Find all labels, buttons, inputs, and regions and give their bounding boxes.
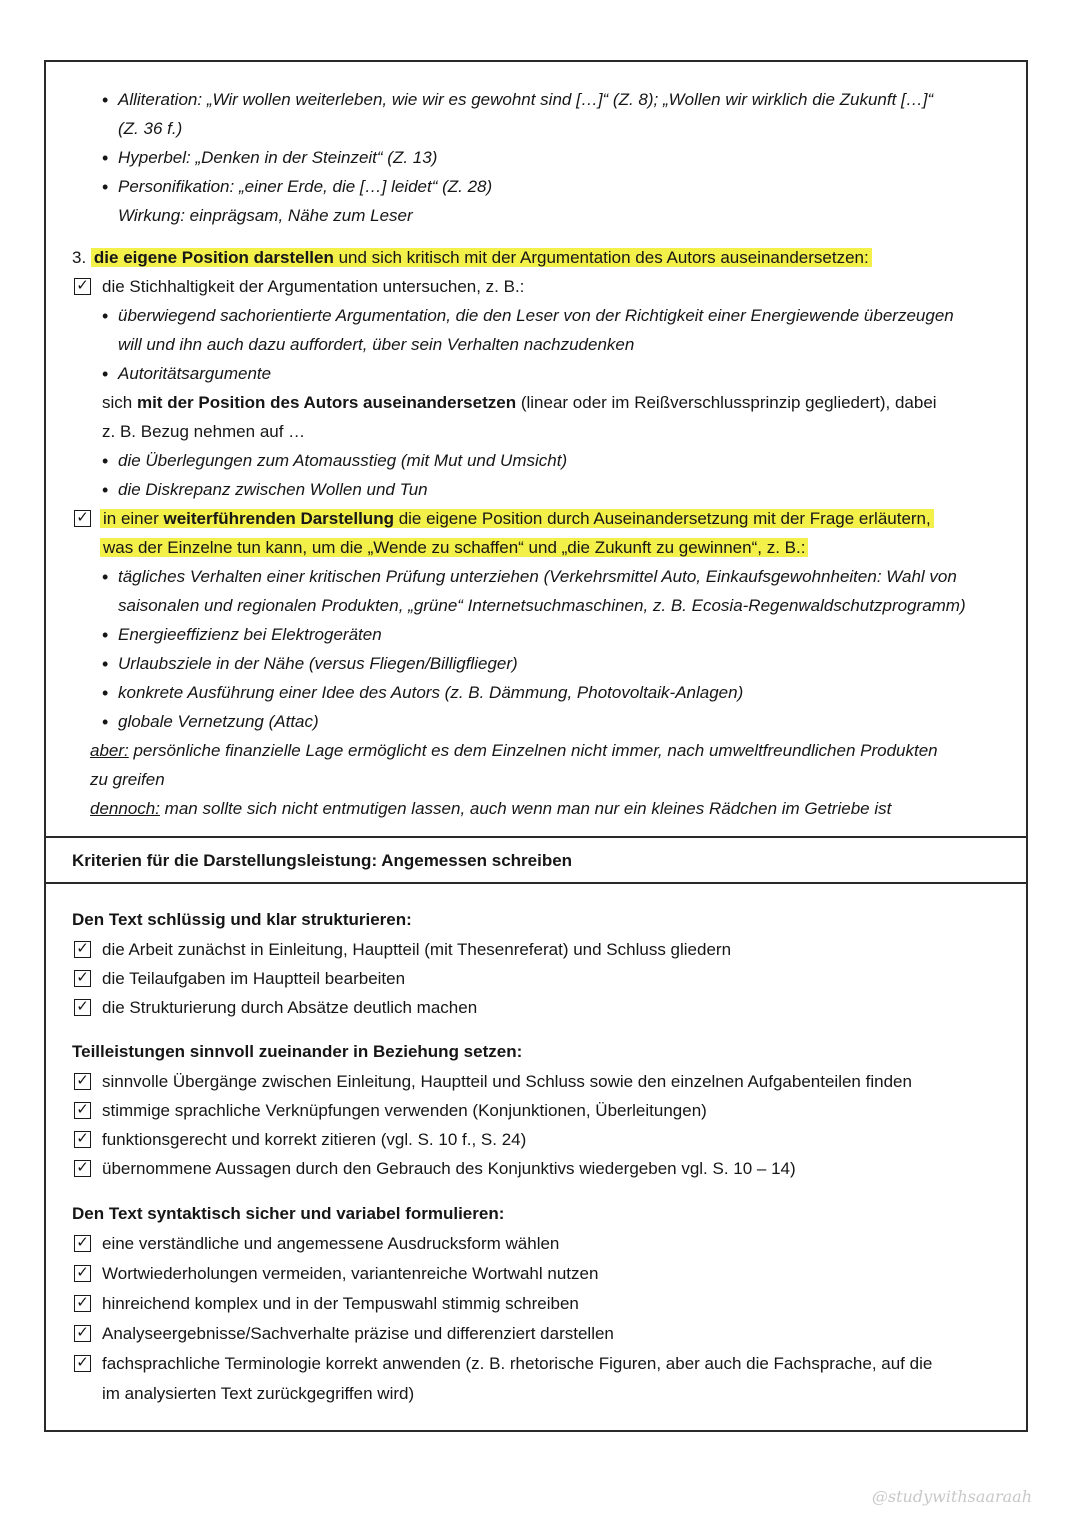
bullet: • bbox=[102, 306, 109, 326]
check-item: die Teilaufgaben im Hauptteil bearbeiten bbox=[102, 969, 406, 988]
bullet: • bbox=[102, 364, 109, 384]
checkbox-checked: ✓ bbox=[74, 278, 91, 295]
check-item: sinnvolle Übergänge zwischen Einleitung, Hauptteil und Schluss sowie den einzelnen Aufgabenteilen finden bbox=[102, 1072, 912, 1091]
criteria-header bbox=[46, 838, 1026, 884]
list-item: Energieeffizienz bei Elektrogeräten bbox=[118, 625, 382, 644]
list-item: globale Vernetzung (Attac) bbox=[118, 712, 319, 731]
checkbox-checked: ✓ bbox=[74, 941, 91, 958]
check-item: funktionsgerecht und korrekt zitieren (vgl. S. 10 f., S. 24) bbox=[102, 1130, 527, 1149]
list-item: (Z. 36 f.) bbox=[118, 119, 183, 138]
bullet: • bbox=[102, 625, 109, 645]
list-item: Autoritätsargumente bbox=[118, 364, 272, 383]
bullet: • bbox=[102, 148, 109, 168]
highlight: was der Einzelne tun kann, um die „Wende zu schaffen“ und „die Zukunft zu gewinnen“, z. B.: bbox=[100, 538, 808, 557]
bezug-line: z. B. Bezug nehmen auf … bbox=[102, 422, 306, 441]
position-line: sich mit der Position des Autors auseinandersetzen (linear oder im Reißverschlussprinzip gegliedert), dabei bbox=[102, 393, 937, 412]
bullet: • bbox=[102, 451, 109, 471]
criteria-title: Kriterien für die Darstellungsleistung: Angemessen schreiben bbox=[72, 851, 573, 870]
checkbox-checked: ✓ bbox=[74, 510, 91, 527]
bullet: • bbox=[102, 683, 109, 703]
list-item: konkrete Ausführung einer Idee des Autors (z. B. Dämmung, Photovoltaik-Anlagen) bbox=[118, 683, 744, 702]
check-item: fachsprachliche Terminologie korrekt anwenden (z. B. rhetorische Figuren, aber auch die Fachsprache, auf die bbox=[102, 1354, 933, 1373]
group-title: Teilleistungen sinnvoll zueinander in Beziehung setzen: bbox=[72, 1042, 523, 1061]
bullet: • bbox=[102, 480, 109, 500]
checkbox-checked: ✓ bbox=[74, 1295, 91, 1312]
list-item: Urlaubsziele in der Nähe (versus Fliegen/Billigflieger) bbox=[118, 654, 518, 673]
check-item: Analyseergebnisse/Sachverhalte präzise und differenziert darstellen bbox=[102, 1324, 614, 1343]
point-3-heading: 3. die eigene Position darstellen und sich kritisch mit der Argumentation des Autors auseinandersetzen: bbox=[72, 246, 872, 270]
bullet: • bbox=[102, 177, 109, 197]
highlight: in einer weiterführenden Darstellung die eigene Position durch Auseinandersetzung mit der Frage erläutern, bbox=[100, 509, 934, 528]
document-frame bbox=[44, 60, 1028, 1432]
check-item: Wortwiederholungen vermeiden, variantenreiche Wortwahl nutzen bbox=[102, 1264, 599, 1283]
checkbox-checked: ✓ bbox=[74, 1265, 91, 1282]
check-item: übernommene Aussagen durch den Gebrauch des Konjunktivs wiedergeben vgl. S. 10 – 14) bbox=[102, 1159, 796, 1178]
list-item: die Überlegungen zum Atomausstieg (mit Mut und Umsicht) bbox=[118, 451, 568, 470]
list-item: will und ihn auch dazu auffordert, über sein Verhalten nachzudenken bbox=[118, 335, 635, 354]
check-item: die Arbeit zunächst in Einleitung, Hauptteil (mit Thesenreferat) und Schluss gliedern bbox=[102, 940, 732, 959]
aber-line: aber: persönliche finanzielle Lage ermöglicht es dem Einzelnen nicht immer, nach umweltfreundlichen Produkten bbox=[90, 741, 938, 760]
check-item: eine verständliche und angemessene Ausdrucksform wählen bbox=[102, 1234, 560, 1253]
bullet: • bbox=[102, 712, 109, 732]
checkbox-checked: ✓ bbox=[74, 1131, 91, 1148]
checkbox-checked: ✓ bbox=[74, 1160, 91, 1177]
check-item-highlighted bbox=[100, 536, 808, 560]
checkbox-checked: ✓ bbox=[74, 1235, 91, 1252]
checkbox-checked: ✓ bbox=[74, 970, 91, 987]
highlight: die eigene Position darstellen und sich kritisch mit der Argumentation des Autors auseinandersetzen: bbox=[91, 248, 872, 267]
check-item: im analysierten Text zurückgegriffen wird) bbox=[102, 1384, 415, 1403]
check-item: stimmige sprachliche Verknüpfungen verwenden (Konjunktionen, Überleitungen) bbox=[102, 1101, 707, 1120]
check-item: die Stichhaltigkeit der Argumentation untersuchen, z. B.: bbox=[102, 277, 525, 296]
check-item: die Strukturierung durch Absätze deutlich machen bbox=[102, 998, 478, 1017]
group-title: Den Text syntaktisch sicher und variabel formulieren: bbox=[72, 1204, 505, 1223]
list-item: Personifikation: „einer Erde, die […] leidet“ (Z. 28) bbox=[118, 177, 493, 196]
checkbox-checked: ✓ bbox=[74, 999, 91, 1016]
list-item: überwiegend sachorientierte Argumentation, die den Leser von der Richtigkeit einer Energiewende überzeugen bbox=[118, 306, 954, 325]
check-item-highlighted bbox=[100, 507, 934, 531]
list-item: Wirkung: einprägsam, Nähe zum Leser bbox=[118, 206, 413, 225]
list-item: die Diskrepanz zwischen Wollen und Tun bbox=[118, 480, 428, 499]
bullet: • bbox=[102, 654, 109, 674]
content-section bbox=[46, 62, 1026, 838]
bullet: • bbox=[102, 567, 109, 587]
criteria-section bbox=[46, 884, 1026, 1432]
list-item: Alliteration: „Wir wollen weiterleben, wie wir es gewohnt sind […]“ (Z. 8); „Wollen wir wirklich die Zukunft […]“ bbox=[118, 90, 934, 109]
list-item: tägliches Verhalten einer kritischen Prüfung unterziehen (Verkehrsmittel Auto, Einkaufsgewohnheiten: Wahl von bbox=[118, 567, 957, 586]
list-item: saisonalen und regionalen Produkten, „grüne“ Internetsuchmaschinen, z. B. Ecosia-Regenwaldschutzprogramm) bbox=[118, 596, 966, 615]
bullet: • bbox=[102, 90, 109, 110]
checkbox-checked: ✓ bbox=[74, 1102, 91, 1119]
dennoch-line: dennoch: man sollte sich nicht entmutigen lassen, auch wenn man nur ein kleines Rädchen im Getriebe ist bbox=[90, 799, 892, 818]
group-title: Den Text schlüssig und klar strukturieren: bbox=[72, 910, 412, 929]
checkbox-checked: ✓ bbox=[74, 1325, 91, 1342]
list-item: Hyperbel: „Denken in der Steinzeit“ (Z. 13) bbox=[118, 148, 438, 167]
aber-line: zu greifen bbox=[90, 770, 165, 789]
check-item: hinreichend komplex und in der Tempuswahl stimmig schreiben bbox=[102, 1294, 579, 1313]
checkbox-checked: ✓ bbox=[74, 1355, 91, 1372]
watermark: @studywithsaaraah bbox=[871, 1487, 1032, 1506]
checkbox-checked: ✓ bbox=[74, 1073, 91, 1090]
